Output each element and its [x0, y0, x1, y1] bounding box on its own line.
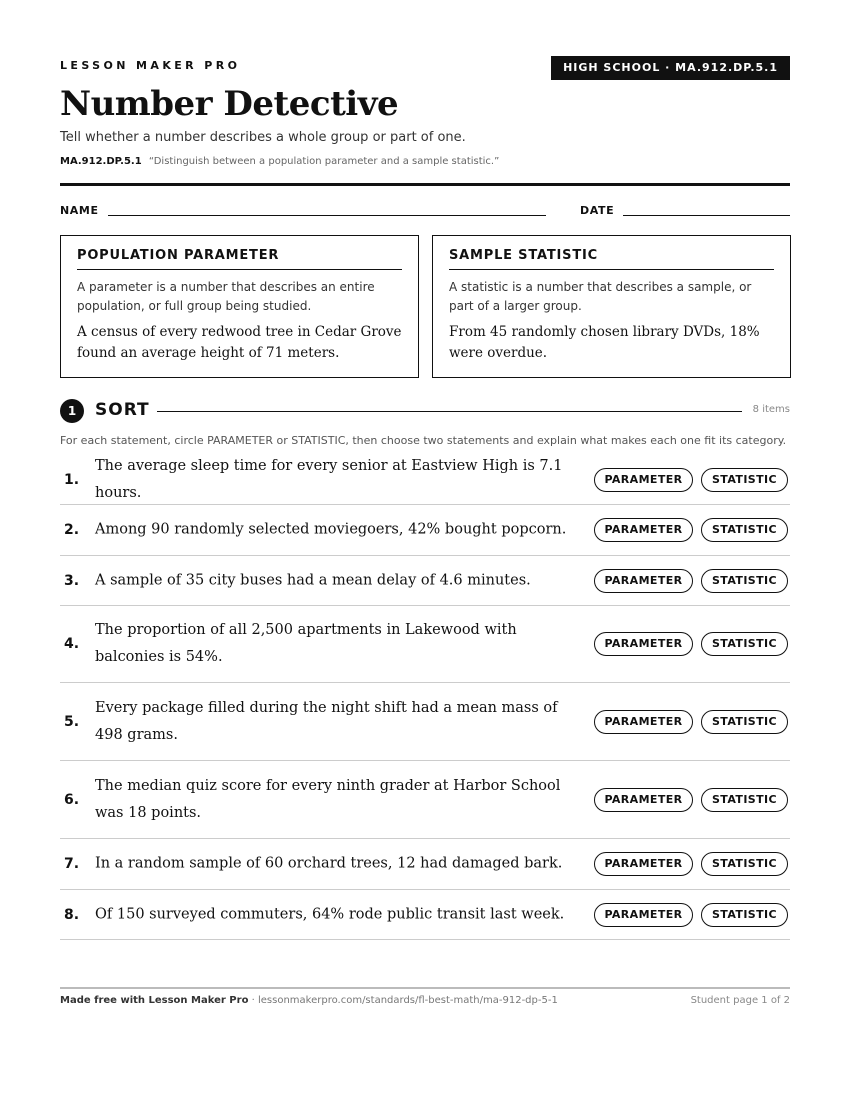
list-item [60, 505, 790, 556]
item-statement: A sample of 35 city buses had a mean delay of 4.6 minutes. [95, 572, 531, 588]
parameter-choice[interactable]: PARAMETER [594, 903, 693, 927]
item-statement: Among 90 randomly selected moviegoers, 42% bought popcorn. [95, 521, 567, 538]
page-title: Number Detective [60, 84, 399, 124]
section-number-badge: 1 [60, 399, 84, 423]
list-item [60, 683, 790, 761]
choice-group [594, 518, 788, 542]
item-statement: The proportion of all 2,500 apartments in Lakewood with balconies is 54%. [95, 622, 517, 665]
statistic-choice[interactable]: STATISTIC [701, 569, 788, 593]
name-field[interactable] [108, 215, 546, 216]
list-item [60, 839, 790, 890]
definition-example: A census of every redwood tree in Cedar Grove found an average height of 71 meters. [77, 324, 402, 361]
item-number: 4. [64, 636, 80, 652]
item-statement: In a random sample of 60 orchard trees, 12 had damaged bark. [95, 855, 563, 872]
list-item [60, 761, 790, 839]
student-info-bar [60, 204, 790, 220]
definition-box-parameter [60, 235, 419, 378]
choice-group [594, 788, 788, 812]
statistic-choice[interactable]: STATISTIC [701, 788, 788, 812]
section-instructions: For each statement, circle PARAMETER or STATISTIC, then choose two statements and explain what makes each one fit its category. [60, 434, 787, 447]
statement-list [60, 455, 790, 940]
choice-group [594, 569, 788, 593]
list-item [60, 455, 790, 505]
top-bar [60, 56, 790, 80]
section-divider [157, 411, 742, 412]
parameter-choice[interactable]: PARAMETER [594, 852, 693, 876]
footer-page-number: Student page 1 of 2 [690, 995, 790, 1006]
definition-heading: SAMPLE STATISTIC [449, 248, 774, 270]
item-number: 6. [64, 791, 80, 808]
statistic-choice[interactable]: STATISTIC [701, 518, 788, 542]
standard-quote: “Distinguish between a population parameter and a sample statistic.” [148, 156, 500, 167]
statistic-choice[interactable]: STATISTIC [701, 852, 788, 876]
choice-group [594, 632, 788, 656]
section-title: SORT [95, 400, 150, 420]
choice-group [594, 468, 788, 492]
item-number: 3. [64, 572, 80, 589]
footer-credit: Made free with Lesson Maker Pro [60, 995, 249, 1006]
choice-group [594, 903, 788, 927]
parameter-choice[interactable]: PARAMETER [594, 632, 693, 656]
page-subtitle: Tell whether a number describes a whole group or part of one. [60, 130, 466, 145]
item-statement: The average sleep time for every senior at Eastview High is 7.1 hours. [95, 457, 563, 501]
statistic-choice[interactable]: STATISTIC [701, 903, 788, 927]
section-header-sort [60, 398, 790, 424]
name-label: NAME [60, 204, 99, 217]
footer-url[interactable]: · lessonmakerpro.com/standards/fl-best-math/ma-912-dp-5-1 [248, 995, 558, 1006]
page-footer [60, 995, 790, 1006]
date-field[interactable] [623, 215, 790, 216]
statistic-choice[interactable]: STATISTIC [701, 710, 788, 734]
parameter-choice[interactable]: PARAMETER [594, 788, 693, 812]
list-item [60, 890, 790, 940]
footer-divider [60, 987, 790, 989]
brand-name: LESSON MAKER PRO [60, 59, 241, 72]
item-statement: Of 150 surveyed commuters, 64% rode public transit last week. [95, 906, 565, 922]
item-statement: The median quiz score for every ninth grader at Harbor School was 18 points. [95, 777, 561, 821]
header-divider [60, 183, 790, 186]
definition-text: A parameter is a number that describes an entire population, or full group being studied. [77, 280, 375, 313]
choice-group [594, 852, 788, 876]
item-number: 1. [64, 471, 80, 488]
item-number: 8. [64, 906, 80, 923]
grade-standard-badge: HIGH SCHOOL · MA.912.DP.5.1 [551, 56, 790, 80]
standard-line [60, 156, 499, 167]
definition-box-statistic [432, 235, 791, 378]
list-item [60, 606, 790, 683]
definition-text: A statistic is a number that describes a sample, or part of a larger group. [449, 280, 752, 313]
statistic-choice[interactable]: STATISTIC [701, 632, 788, 656]
choice-group [594, 710, 788, 734]
parameter-choice[interactable]: PARAMETER [594, 710, 693, 734]
definition-heading: POPULATION PARAMETER [77, 248, 402, 270]
item-number: 2. [64, 522, 80, 538]
parameter-choice[interactable]: PARAMETER [594, 569, 693, 593]
definition-example: From 45 randomly chosen library DVDs, 18% were overdue. [449, 324, 760, 361]
statistic-choice[interactable]: STATISTIC [701, 468, 788, 492]
date-label: DATE [580, 204, 615, 217]
item-statement: Every package filled during the night shift had a mean mass of 498 grams. [95, 699, 558, 743]
parameter-choice[interactable]: PARAMETER [594, 518, 693, 542]
section-item-count: 8 items [752, 404, 790, 415]
standard-code: MA.912.DP.5.1 [60, 156, 142, 167]
list-item [60, 556, 790, 606]
parameter-choice[interactable]: PARAMETER [594, 468, 693, 492]
item-number: 5. [64, 713, 80, 730]
item-number: 7. [64, 856, 80, 872]
